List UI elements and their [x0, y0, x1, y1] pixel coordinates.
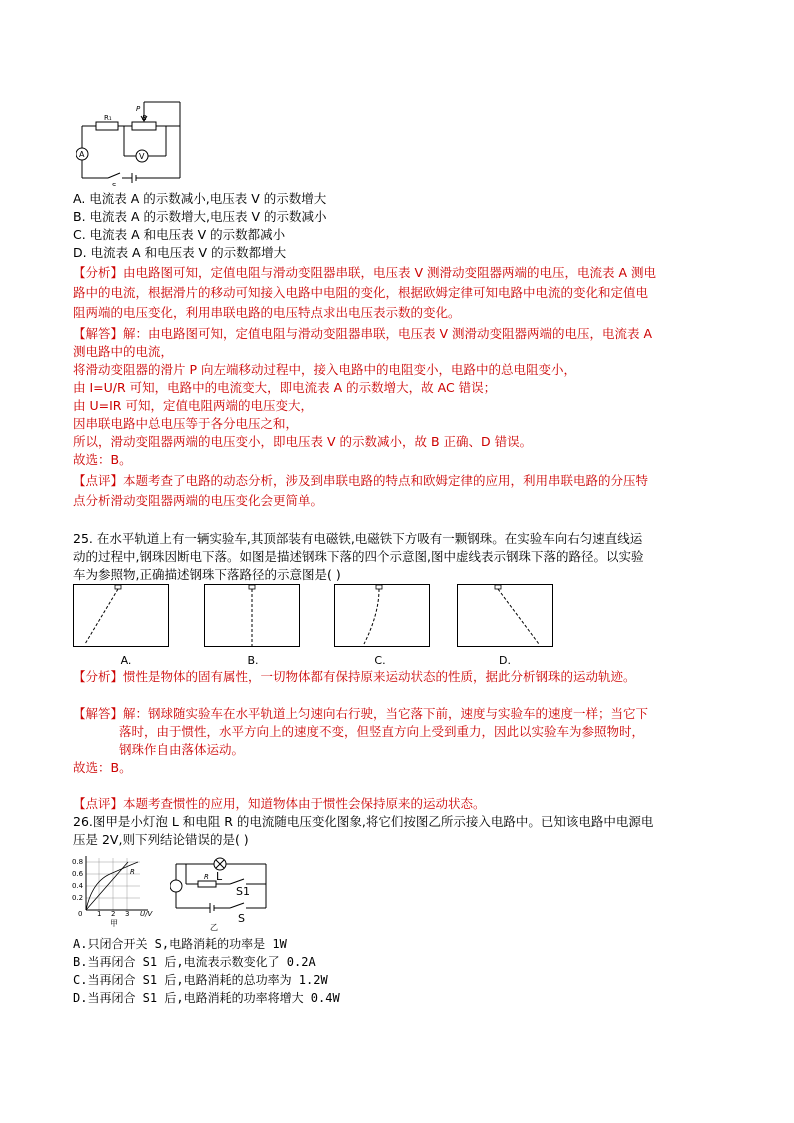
y-tick-0-2: 0.2: [72, 894, 84, 902]
q25-stem-line-2: 动的过程中,钢珠因断电下落。如图是描述钢珠下落的四个示意图,图中虚线表示钢珠下落的路径。以实验: [73, 549, 644, 564]
x-tick-1: 1: [97, 910, 102, 918]
q24-solution-line-5: 由 U=IR 可知，定值电阻两端的电压变大，: [73, 398, 313, 413]
q24-answer: 故选：B。: [73, 452, 132, 467]
q24-solution-line-2: 测电路中的电流，: [73, 344, 174, 359]
lamp-label: L: [216, 870, 223, 883]
q26-stem-line-2: 压是 2V,则下列结论错误的是( ): [73, 832, 249, 847]
label-r: R: [142, 114, 147, 122]
q25-stem-line-1: 25. 在水平轨道上有一辆实验车,其顶部装有电磁铁,电磁铁下方吸有一颗钢珠。在实验车向右匀速直线运: [73, 531, 643, 546]
q24-solution-line-4: 由 I=U/R 可知，电路中的电流变大，即电流表 A 的示数增大，故 AC 错误；: [73, 380, 497, 395]
q25-stem-line-3: 车为参照物,正确描述钢珠下落路径的示意图是( ): [73, 567, 341, 582]
q26-circuit-yi: [170, 852, 280, 932]
x-tick-2: 2: [111, 910, 116, 918]
q24-solution-line-3: 将滑动变阻器的滑片 P 向左端移动过程中，接入电路中的电阻变小，电路中的总电阻变小，: [73, 362, 576, 377]
q24-analysis-line-2: 路中的电流，根据滑片的移动可知接入电路中电阻的变化，根据欧姆定律可知电路中电流的变化和定值电: [73, 285, 649, 300]
q26-stem-line-1: 26.图甲是小灯泡 L 和电阻 R 的电流随电压变化图象,将它们按图乙所示接入电路中。已知该电路中电源电: [73, 814, 654, 829]
q25-solution-line-1: 【解答】解：钢球随实验车在水平轨道上匀速向右行驶，当它落下前，速度与实验车的速度一样；当它下: [73, 706, 649, 721]
q24-circuit-diagram: [76, 96, 184, 186]
q25-label-c: C.: [374, 654, 386, 667]
q25-analysis: 【分析】惯性是物体的固有属性，一切物体都有保持原来运动状态的性质，据此分析钢珠的运动轨迹。: [73, 669, 636, 684]
y-tick-0-6: 0.6: [72, 870, 84, 878]
resistor-label: R: [204, 873, 209, 881]
q25-comment: 【点评】本题考查惯性的应用，知道物体由于惯性会保持原来的运动状态。: [73, 796, 486, 811]
q26-option-a: A.只闭合开关 S,电路消耗的功率是 1W: [73, 937, 287, 951]
caption-yi: 乙: [210, 923, 218, 932]
q25-label-a: A.: [120, 654, 132, 667]
q25-label-b: B.: [247, 654, 259, 667]
ammeter-symbol: A: [79, 150, 85, 159]
y-tick-0-4: 0.4: [72, 882, 84, 890]
q25-figure-d: [457, 584, 553, 650]
q24-option-c: C. 电流表 A 和电压表 V 的示数都减小: [73, 227, 286, 242]
q24-solution-line-1: 【解答】解：由电路图可知，定值电阻与滑动变阻器串联，电压表 V 测滑动变阻器两端的电压，电流表 A: [73, 326, 653, 341]
q26-option-d: D.当再闭合 S1 后,电路消耗的功率将增大 0.4W: [73, 991, 340, 1005]
q25-figure-c: [334, 584, 430, 650]
q24-option-a: A. 电流表 A 的示数减小,电压表 V 的示数增大: [73, 191, 327, 206]
q24-comment-line-2: 点分析滑动变阻器两端的电压变化会更简单。: [73, 493, 324, 508]
y-tick-0-8: 0.8: [72, 858, 84, 866]
q24-comment-line-1: 【点评】本题考查了电路的动态分析，涉及到串联电路的特点和欧姆定律的应用，利用串联电路的分压特: [73, 473, 649, 488]
q26-graph-jia: [70, 852, 170, 932]
q24-analysis-line-1: 【分析】由电路图可知，定值电阻与滑动变阻器串联，电压表 V 测滑动变阻器两端的电压，电流表 A 测电: [73, 265, 656, 280]
q24-solution-line-6: 因串联电路中总电压等于各分电压之和，: [73, 416, 299, 431]
q25-solution-line-3: 钢珠作自由落体运动。: [119, 742, 245, 757]
q25-figure-b: [204, 584, 300, 650]
x-unit-label: U/V: [140, 910, 153, 918]
q25-solution-line-2: 落时，由于惯性，水平方向上的速度不变，但竖直方向上受到重力，因此以实验车为参照物时，: [119, 724, 645, 739]
caption-jia: 甲: [110, 919, 118, 928]
label-s: S: [112, 182, 117, 186]
q24-solution-line-7: 所以，滑动变阻器两端的电压变小，即电压表 V 的示数减小，故 B 正确、D 错误。: [73, 434, 533, 449]
q24-option-b: B. 电流表 A 的示数增大,电压表 V 的示数减小: [73, 209, 327, 224]
switch-s1-label: S1: [236, 885, 250, 898]
q25-figure-a: [73, 584, 169, 650]
q24-option-d: D. 电流表 A 和电压表 V 的示数都增大: [73, 245, 287, 260]
q25-label-d: D.: [499, 654, 511, 667]
x-tick-3: 3: [125, 910, 130, 918]
q26-option-b: B.当再闭合 S1 后,电流表示数变化了 0.2A: [73, 955, 316, 969]
label-p: P: [136, 105, 141, 113]
q25-answer: 故选：B。: [73, 760, 132, 775]
label-r1: R₁: [104, 114, 112, 122]
voltmeter-symbol: V: [139, 152, 145, 161]
origin-label: 0: [78, 910, 83, 918]
q24-analysis-line-3: 阻两端的电压变化，利用串联电路的电压特点求出电压表示数的变化。: [73, 305, 461, 320]
q26-option-c: C.当再闭合 S1 后,电路消耗的总功率为 1.2W: [73, 973, 328, 987]
switch-s-label: S: [238, 912, 245, 925]
curve-r-label: R: [130, 868, 135, 876]
circuit-svg: [76, 96, 184, 186]
